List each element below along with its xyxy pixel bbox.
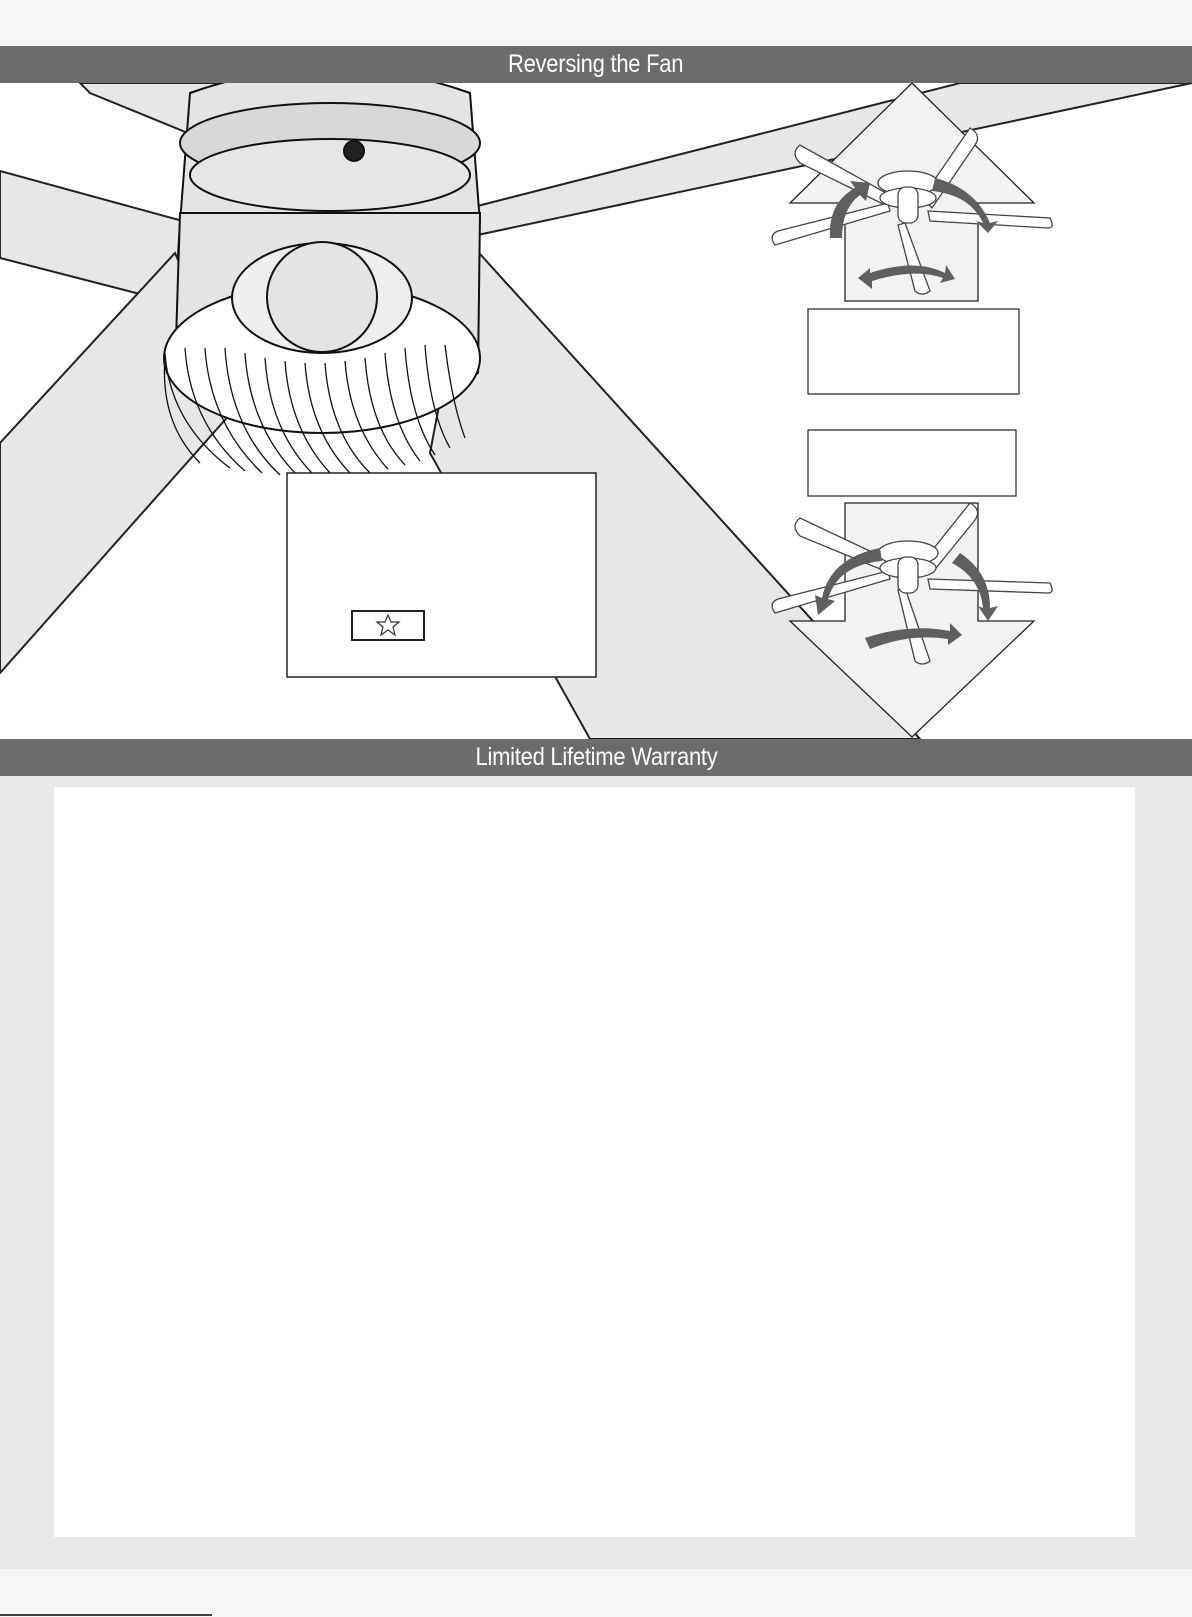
footer-rule — [0, 1614, 212, 1616]
section-title-reversing: Reversing the Fan — [508, 50, 684, 78]
section-header-reversing — [0, 46, 1192, 83]
switch-callout-box — [287, 473, 596, 677]
warranty-text-area — [54, 787, 1135, 1537]
reverse-switch-knob — [344, 141, 364, 161]
section-title-warranty: Limited Lifetime Warranty — [475, 743, 717, 771]
airflow-up-caption-box — [808, 309, 1019, 394]
fan-motor-housing — [164, 83, 480, 433]
reversing-illustration — [0, 83, 1192, 739]
section-header-warranty — [0, 739, 1192, 776]
page-footer — [0, 1569, 1192, 1617]
light-globe — [267, 242, 377, 352]
airflow-down-caption-box — [808, 430, 1016, 496]
warranty-panel — [0, 776, 1192, 1569]
